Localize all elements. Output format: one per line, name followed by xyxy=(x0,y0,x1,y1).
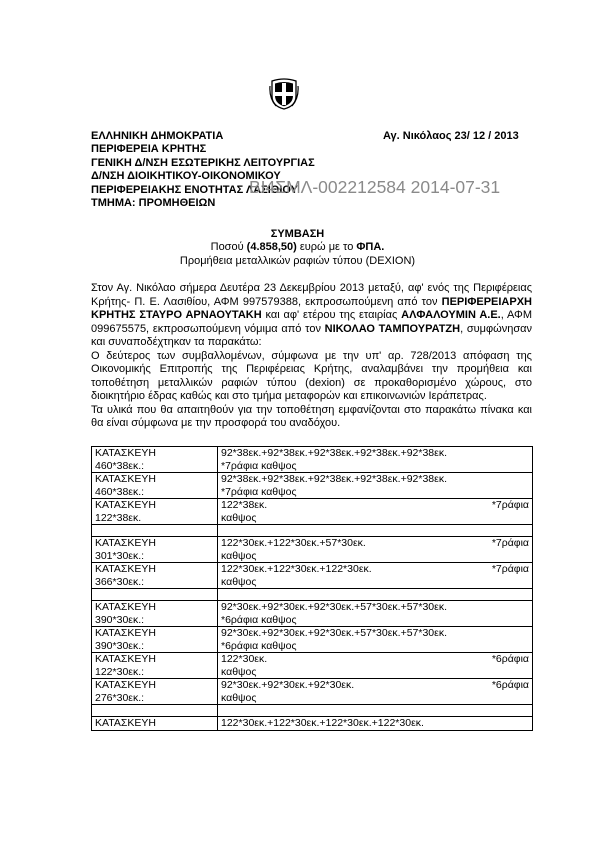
materials-table xyxy=(91,446,533,731)
construction-label: ΚΑΤΑΣΚΕΥΗ xyxy=(95,447,156,459)
shelf-note: καθψος xyxy=(221,575,257,588)
construction-size: 390*30εκ.: xyxy=(95,613,145,626)
construction-size: 460*38εκ.: xyxy=(95,485,145,498)
construction-size: 276*30εκ.: xyxy=(95,691,145,704)
construction-size: 301*30εκ.: xyxy=(95,549,145,562)
empty-cell xyxy=(92,705,218,717)
composition-cell xyxy=(218,679,533,705)
empty-cell xyxy=(92,525,218,537)
table-row xyxy=(92,717,533,731)
header-line: ΠΕΡΙΦΕΡΕΙΑΚΗΣ ΕΝΟΤΗΤΑΣ ΛΑΣΙΘΙΟΥ xyxy=(91,183,298,196)
construction-cell xyxy=(92,627,218,653)
construction-cell xyxy=(92,679,218,705)
construction-label: ΚΑΤΑΣΚΕΥΗ xyxy=(95,717,156,729)
composition-line xyxy=(221,601,529,614)
construction-size: 460*38εκ.: xyxy=(95,459,145,472)
construction-label: ΚΑΤΑΣΚΕΥΗ xyxy=(95,653,156,665)
parties-text: , συμφώνησαν και συναποδέχτηκαν τα παρακάτω: xyxy=(91,322,532,348)
construction-cell xyxy=(92,537,218,563)
construction-cell xyxy=(92,447,218,473)
empty-cell xyxy=(218,525,533,537)
obligation-paragraph: Ο δεύτερος των συμβαλλομένων, σύμφωνα με την υπ' αρ. 728/2013 απόφαση της Οικονομικής Επιτροπής της Περιφέρειας Κρήτης, αναλαμβάνει την προμήθεια και τοποθέτηση μεταλλικών ραφιών τύπου (dexion) σε προκαθορισμένο χώρους, στο διοικητήριο έδρας καθώς και στο τμήμα μεταφορών και επικοινωνιών Ιεράπετρας. xyxy=(91,349,532,402)
shelf-count: *7ράφια xyxy=(491,499,529,511)
composition-modules: 122*30εκ.+122*30εκ.+122*30εκ. xyxy=(221,563,372,575)
header-line: Δ/ΝΣΗ ΔΙΟΙΚΗΤΙΚΟΥ-ΟΙΚΟΝΟΜΙΚΟΥ xyxy=(91,170,281,183)
parties-text: , ΑΦΜ 099675575, εκπροσωπούμενη νόμιμα από τον xyxy=(91,309,532,335)
header-line: ΤΜΗΜΑ: ΠΡΟΜΗΘΕΙΩΝ xyxy=(91,197,216,210)
composition-cell xyxy=(218,563,533,589)
contract-body xyxy=(91,282,532,431)
greek-emblem-icon xyxy=(269,78,299,110)
composition-modules: 122*30εκ.+122*30εκ.+122*30εκ.+122*30εκ. xyxy=(221,717,424,729)
parties-paragraph xyxy=(91,282,532,350)
construction-size: 390*30εκ.: xyxy=(95,639,145,652)
shelf-note: *7ράφια καθψος xyxy=(221,459,297,472)
shelf-note: καθψος xyxy=(221,691,257,704)
composition-line xyxy=(221,717,529,730)
construction-label: ΚΑΤΑΣΚΕΥΗ xyxy=(95,537,156,549)
construction-cell xyxy=(92,653,218,679)
composition-line xyxy=(221,473,529,486)
construction-label: ΚΑΤΑΣΚΕΥΗ xyxy=(95,601,156,613)
construction-label: ΚΑΤΑΣΚΕΥΗ xyxy=(95,499,156,511)
composition-line xyxy=(221,537,529,550)
construction-cell xyxy=(92,601,218,627)
composition-cell xyxy=(218,653,533,679)
composition-line xyxy=(221,563,529,576)
construction-cell xyxy=(92,717,218,731)
shelf-note: καθψος xyxy=(221,665,257,678)
composition-line xyxy=(221,653,529,666)
composition-cell xyxy=(218,717,533,731)
shelf-count: *6ράφια xyxy=(491,653,529,665)
composition-line xyxy=(221,499,529,512)
shelf-count: *7ράφια xyxy=(491,563,529,575)
empty-cell xyxy=(218,589,533,601)
table-row xyxy=(92,601,533,627)
document-date: Αγ. Νικόλαος 23/ 12 / 2013 xyxy=(383,130,519,142)
construction-size: 122*30εκ.: xyxy=(95,665,145,678)
parties-text: και αφ' ετέρου της εταιρίας xyxy=(261,309,402,321)
construction-cell xyxy=(92,499,218,525)
document-title: ΣΥΜΒΑΣΗ xyxy=(270,228,325,240)
amount-line xyxy=(0,241,595,253)
composition-modules: 92*30εκ.+92*30εκ.+92*30εκ.+57*30εκ.+57*30εκ. xyxy=(221,601,447,613)
table-row xyxy=(92,627,533,653)
header-line: ΕΛΛΗΝΙΚΗ ΔΗΜΟΚΡΑΤΙΑ xyxy=(91,130,224,142)
composition-modules: 92*38εκ.+92*38εκ.+92*38εκ.+92*38εκ.+92*38εκ. xyxy=(221,447,447,459)
amount-value: (4.858,50) xyxy=(246,241,297,253)
construction-label: ΚΑΤΑΣΚΕΥΗ xyxy=(95,473,156,485)
shelf-note: *6ράφια καθψος xyxy=(221,639,297,652)
composition-line xyxy=(221,447,529,460)
table-spacer-row xyxy=(92,589,533,601)
issuer-block xyxy=(91,130,315,210)
representative-name: ΝΙΚΟΛΑΟ ΤΑΜΠΟΥΡΑΤΖΗ xyxy=(324,322,461,335)
amount-mid: ευρώ με το xyxy=(296,241,357,253)
construction-label: ΚΑΤΑΣΚΕΥΗ xyxy=(95,679,156,691)
header-line: ΠΕΡΙΦΕΡΕΙΑ ΚΡΗΤΗΣ xyxy=(91,143,207,156)
vat-label: ΦΠΑ. xyxy=(356,241,385,253)
composition-cell xyxy=(218,473,533,499)
shelf-note: *7ράφια καθψος xyxy=(221,485,297,498)
composition-line xyxy=(221,679,529,692)
shelf-note: καθψος xyxy=(221,549,257,562)
table-spacer-row xyxy=(92,525,533,537)
construction-size: 122*38εκ. xyxy=(95,511,142,524)
composition-cell xyxy=(218,601,533,627)
composition-cell xyxy=(218,627,533,653)
shelf-count: *7ράφια xyxy=(491,537,529,549)
composition-modules: 122*38εκ. xyxy=(221,499,268,511)
table-row xyxy=(92,563,533,589)
company-name: ΑΛΦΑΛΟΥΜΙΝ Α.Ε. xyxy=(401,309,501,321)
composition-modules: 122*30εκ. xyxy=(221,653,268,665)
composition-cell xyxy=(218,537,533,563)
shelf-note: καθψος xyxy=(221,511,257,524)
table-spacer-row xyxy=(92,705,533,717)
composition-modules: 122*30εκ.+122*30εκ.+57*30εκ. xyxy=(221,537,366,549)
composition-modules: 92*30εκ.+92*30εκ.+92*30εκ. xyxy=(221,679,355,691)
region-head-name: ΠΕΡΙΦΕΡΕΙΑΡΧΗ ΚΡΗΤΗΣ ΣΤΑΥΡΟ ΑΡΝΑΟΥΤΑΚΗ xyxy=(91,295,532,321)
amount-prefix: Ποσού xyxy=(210,241,247,253)
construction-size: 366*30εκ.: xyxy=(95,575,145,588)
table-row xyxy=(92,447,533,473)
composition-cell xyxy=(218,499,533,525)
table-row xyxy=(92,679,533,705)
table-row xyxy=(92,499,533,525)
empty-cell xyxy=(92,589,218,601)
construction-cell xyxy=(92,473,218,499)
header-line: ΓΕΝΙΚΗ Δ/ΝΣΗ ΕΣΩΤΕΡΙΚΗΣ ΛΕΙΤΟΥΡΓΙΑΣ xyxy=(91,156,315,169)
composition-line xyxy=(221,627,529,640)
table-row xyxy=(92,473,533,499)
shelf-count: *6ράφια xyxy=(491,679,529,691)
construction-cell xyxy=(92,563,218,589)
table-row xyxy=(92,537,533,563)
construction-label: ΚΑΤΑΣΚΕΥΗ xyxy=(95,563,156,575)
materials-paragraph: Τα υλικά που θα απαιτηθούν για την τοποθέτηση εμφανίζονται στο παρακάτω πίνακα και θα είναι σύμφωνα με την προσφορά του αναδόχου. xyxy=(91,403,532,429)
contract-subject: Προμήθεια μεταλλικών ραφιών τύπου (DEXION) xyxy=(179,255,416,267)
composition-cell xyxy=(218,447,533,473)
composition-modules: 92*38εκ.+92*38εκ.+92*38εκ.+92*38εκ.+92*38εκ. xyxy=(221,473,447,485)
composition-modules: 92*30εκ.+92*30εκ.+92*30εκ.+57*30εκ.+57*30εκ. xyxy=(221,627,447,639)
shelf-note: *6ράφια καθψος xyxy=(221,613,297,626)
parties-text: Στον Αγ. Νικόλαο σήμερα Δευτέρα 23 Δεκεμβρίου 2013 μεταξύ, αφ' ενός της Περιφέρειας Κρήτης- Π. Ε. Λασιθίου, ΑΦΜ 997579388, εκπροσωπούμενη από τον xyxy=(91,282,532,308)
ada-watermark: ΒΙ4ΣΜΛ-002212584 2014-07-31 xyxy=(249,177,501,197)
construction-label: ΚΑΤΑΣΚΕΥΗ xyxy=(95,627,156,639)
table-row xyxy=(92,653,533,679)
empty-cell xyxy=(218,705,533,717)
